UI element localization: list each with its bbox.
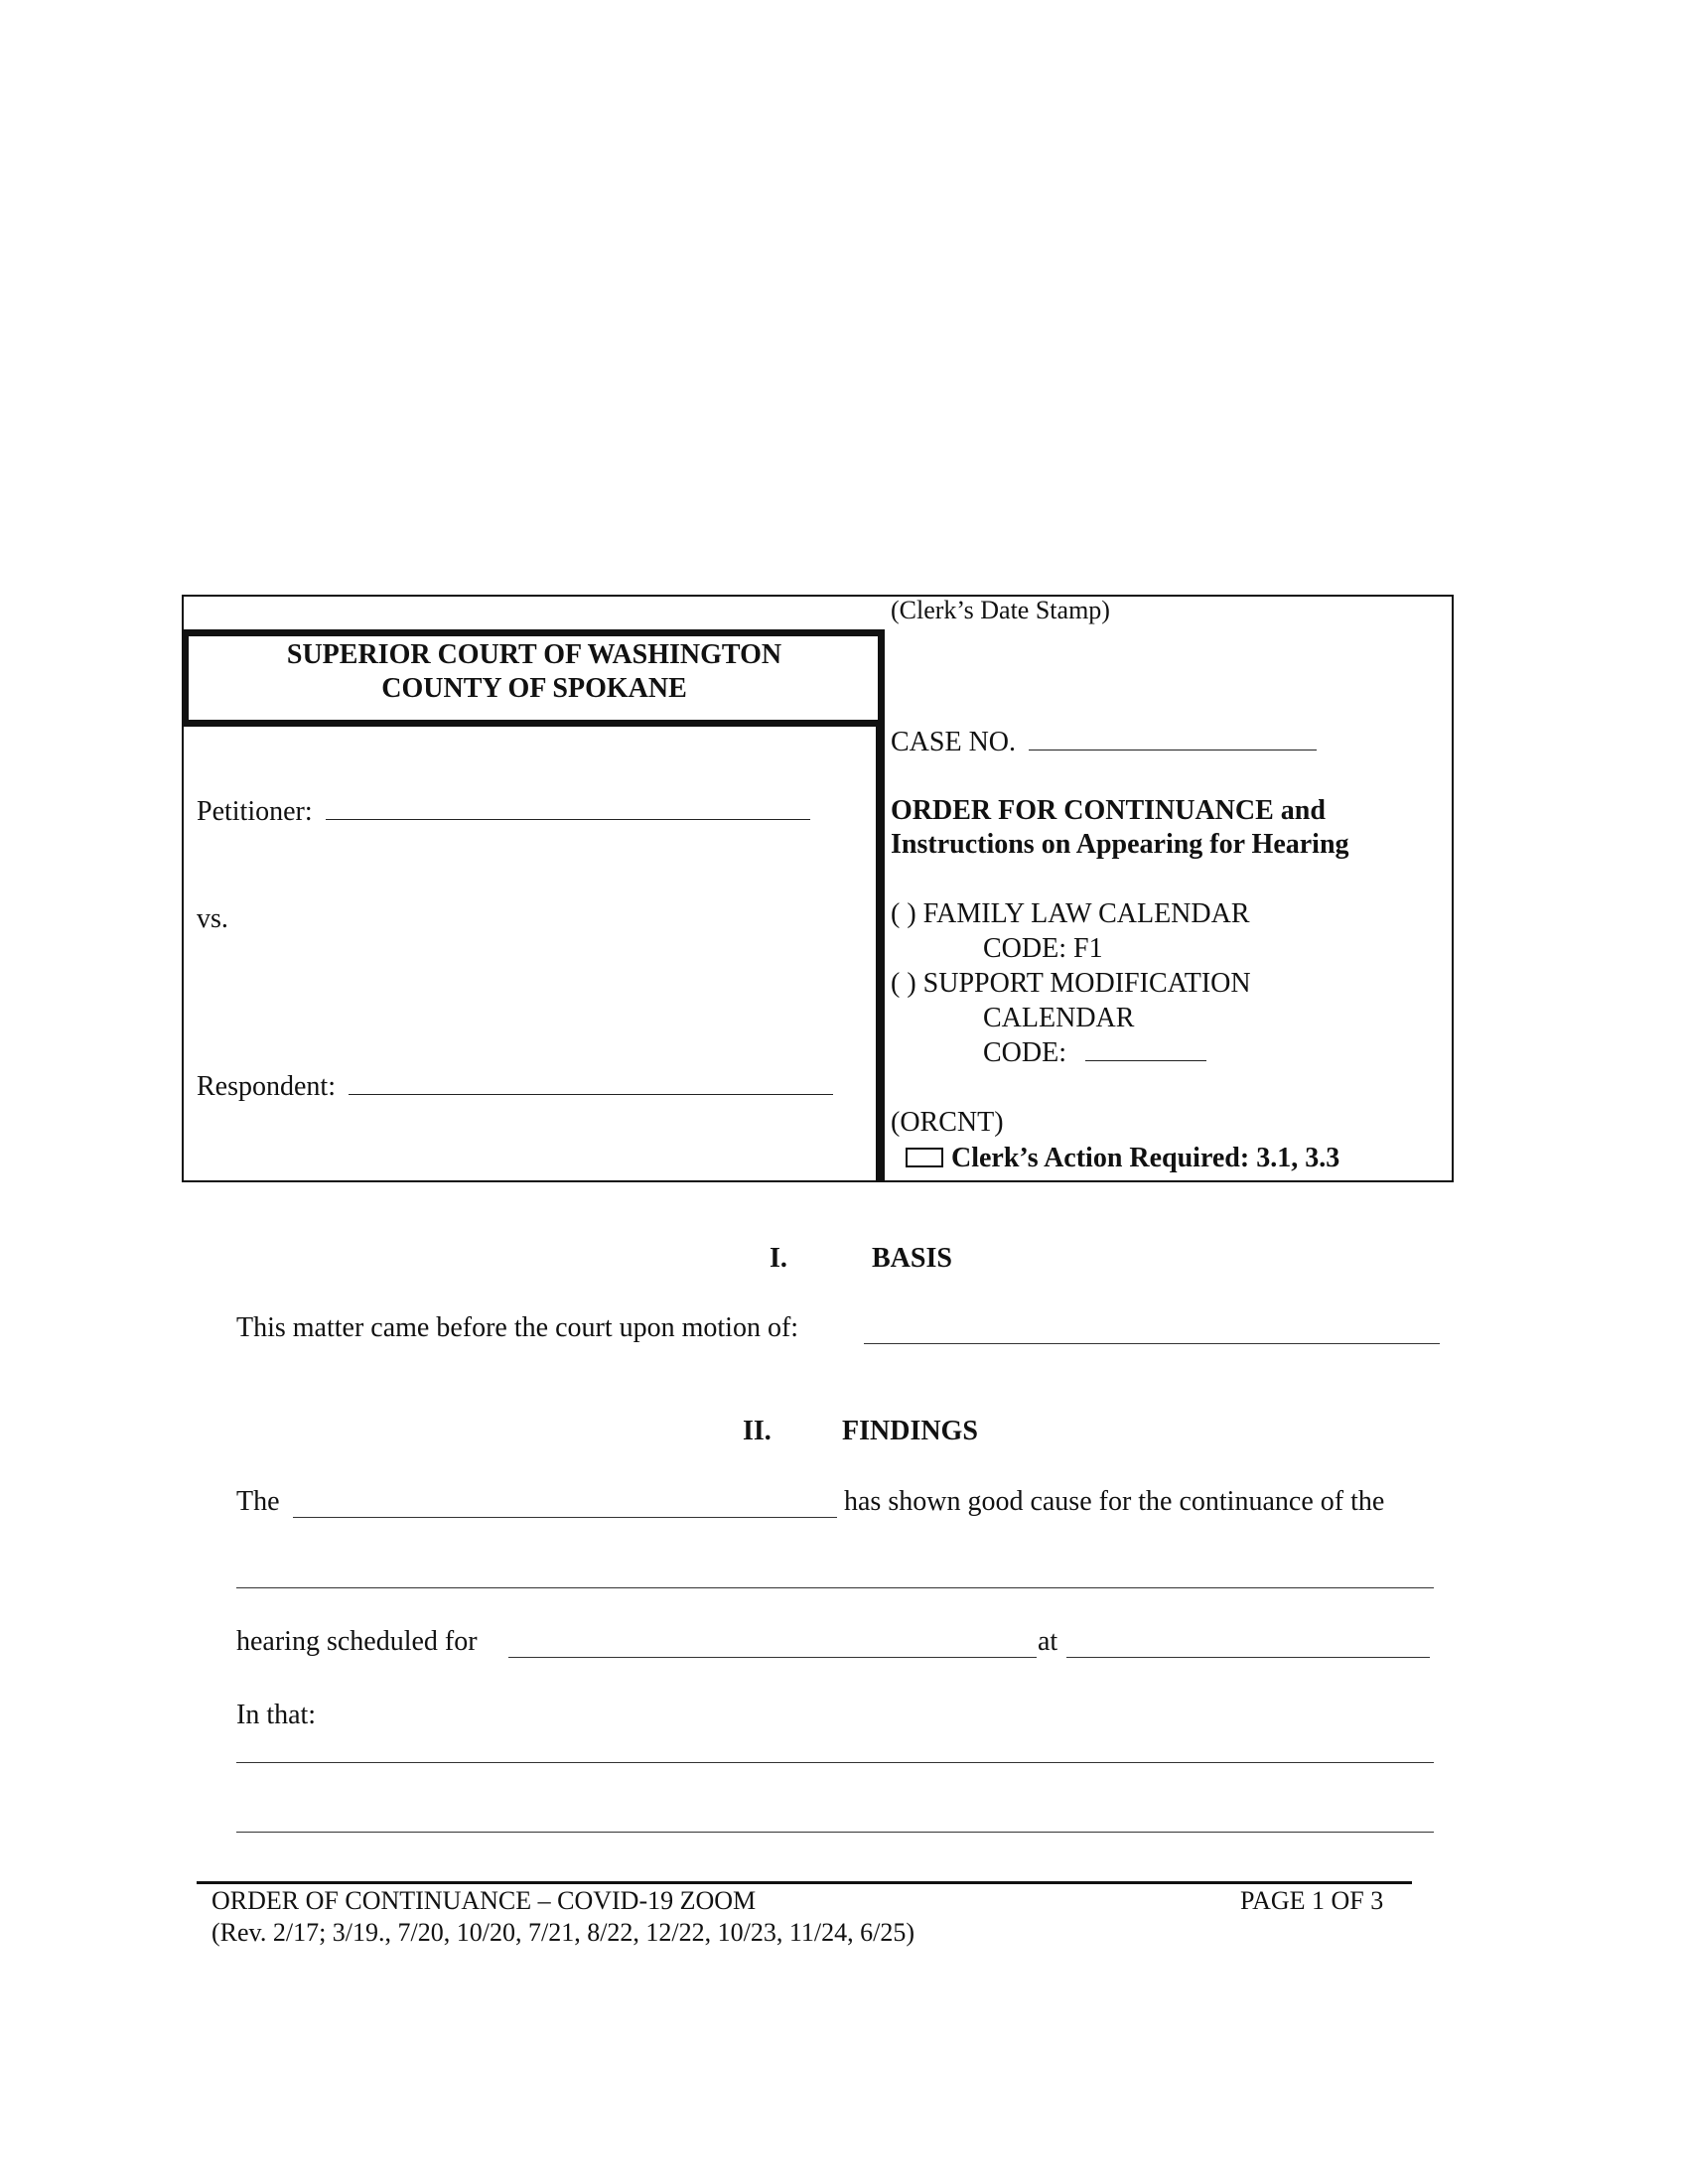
good-cause-text: has shown good cause for the continuance of the xyxy=(844,1486,1385,1517)
support-mod-code-field[interactable] xyxy=(1085,1038,1206,1061)
footer-form-title: ORDER OF CONTINUANCE – COVID-19 ZOOM xyxy=(211,1886,757,1915)
footer-revision: (Rev. 2/17; 3/19., 7/20, 10/20, 7/21, 8/22, 12/22, 10/23, 11/24, 6/25) xyxy=(211,1918,915,1947)
findings-heading: FINDINGS xyxy=(842,1416,978,1446)
support-mod-code-label: CODE: xyxy=(983,1037,1066,1068)
respondent-label: Respondent: xyxy=(197,1071,336,1102)
order-title xyxy=(891,794,1349,862)
vs-label: vs. xyxy=(197,903,228,934)
order-title-line2: Instructions on Appearing for Hearing xyxy=(891,829,1349,860)
respondent-row xyxy=(197,1070,833,1104)
support-mod-option[interactable]: ( ) SUPPORT MODIFICATION xyxy=(891,968,1251,999)
basis-number: I. xyxy=(770,1243,787,1274)
case-no-row xyxy=(891,726,1317,759)
motion-of-field[interactable] xyxy=(864,1343,1440,1344)
case-no-label: CASE NO. xyxy=(891,727,1017,757)
petitioner-label: Petitioner: xyxy=(197,796,313,827)
clerk-action-checkbox[interactable] xyxy=(906,1148,943,1167)
family-law-code: CODE: F1 xyxy=(983,933,1103,964)
case-no-field[interactable] xyxy=(1029,728,1317,751)
clerk-date-stamp-label: (Clerk’s Date Stamp) xyxy=(891,596,1110,624)
continuance-field[interactable] xyxy=(236,1587,1434,1588)
basis-heading: BASIS xyxy=(872,1243,952,1274)
clerk-action-label: Clerk’s Action Required: 3.1, 3.3 xyxy=(951,1143,1340,1173)
form-code: (ORCNT) xyxy=(891,1107,1004,1138)
order-title-line1: ORDER FOR CONTINUANCE and xyxy=(891,795,1326,826)
footer-page-number: PAGE 1 OF 3 xyxy=(1240,1886,1384,1915)
findings-number: II. xyxy=(743,1416,772,1446)
court-county: COUNTY OF SPOKANE xyxy=(381,673,687,704)
footer-rule xyxy=(197,1881,1412,1884)
hearing-time-field[interactable] xyxy=(1066,1657,1430,1658)
in-that-field-line1[interactable] xyxy=(236,1762,1434,1763)
petitioner-row xyxy=(197,795,810,829)
hearing-date-field[interactable] xyxy=(508,1657,1037,1658)
court-name: SUPERIOR COURT OF WASHINGTON xyxy=(286,639,782,670)
motion-of-text: This matter came before the court upon motion of: xyxy=(236,1312,799,1343)
support-mod-code-row xyxy=(983,1036,1206,1070)
in-that-label: In that: xyxy=(236,1700,317,1730)
respondent-field[interactable] xyxy=(349,1072,833,1095)
hearing-scheduled-label: hearing scheduled for xyxy=(236,1626,478,1657)
moving-party-field[interactable] xyxy=(293,1517,837,1518)
in-that-field-line2[interactable] xyxy=(236,1832,1434,1833)
clerk-action-row xyxy=(906,1142,1339,1175)
petitioner-field[interactable] xyxy=(326,797,810,820)
family-law-option[interactable]: ( ) FAMILY LAW CALENDAR xyxy=(891,898,1250,929)
caption-divider xyxy=(876,727,885,1182)
support-mod-calendar: CALENDAR xyxy=(983,1003,1135,1033)
the-label: The xyxy=(236,1486,280,1517)
at-label: at xyxy=(1038,1626,1058,1657)
